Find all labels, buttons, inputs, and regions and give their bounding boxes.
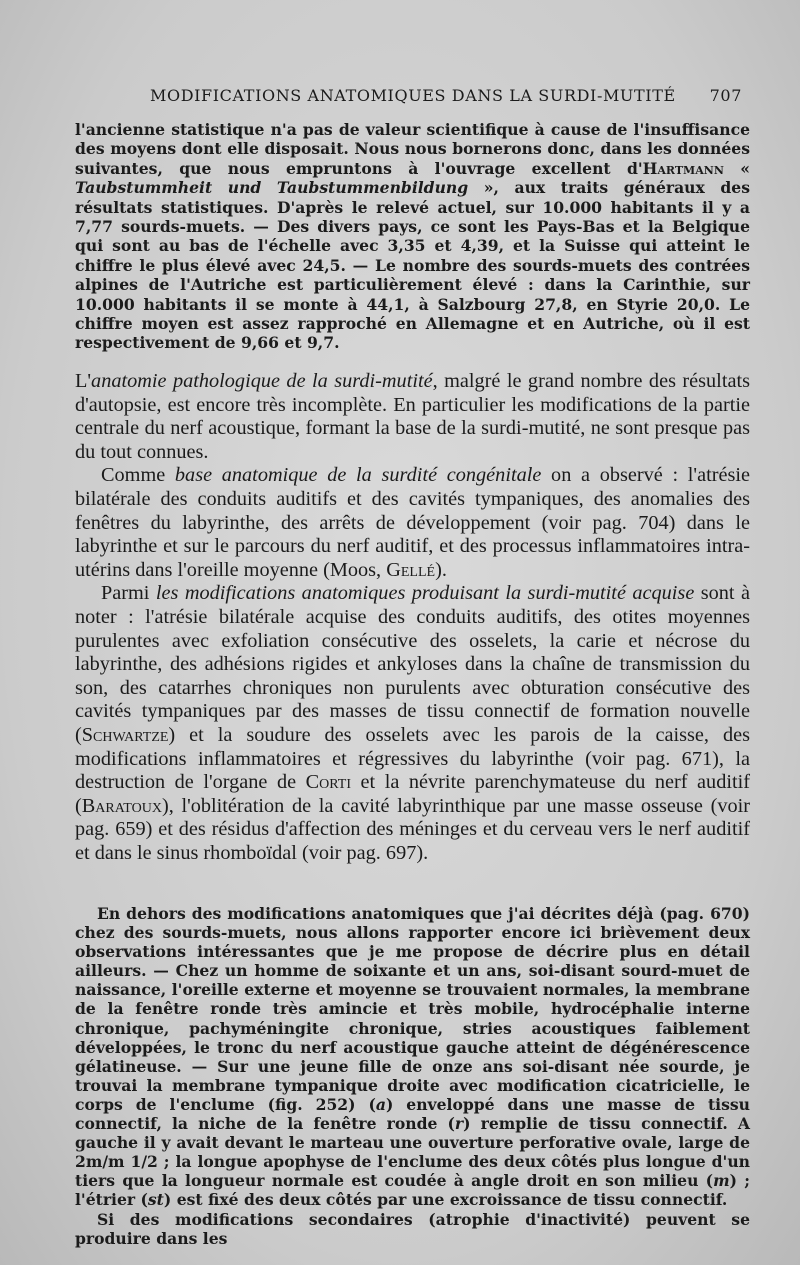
text-run: , malgré le grand nombre des résultats d'autopsie, est encore très incomplète. En particulier les modifications de la partie centrale du nerf acoustique, formant la base de la surdi-mutité, ne sont presque pas du tout connues. bbox=[75, 370, 750, 463]
figure-letter: a bbox=[375, 1094, 386, 1114]
text-run: ) est fixé des deux côtés par une excroissance de tissu connectif. bbox=[163, 1190, 728, 1210]
text-run: », aux traits généraux des résultats statistiques. D'après le relevé actuel, sur 10.000 habitants il y a 7,77 sourds-muets. — Des divers pays, ce sont les Pays-Bas et la Belgique qui sont au bas de l'échelle avec 3,35 et 4,39, et la Suisse qui atteint le chiffre le plus élevé avec 24,5. — Le nombre des sourds-muets des contrées alpines de l'Autriche est particulièrement élevé : dans la Carinthie, sur 10.000 habitants il se monte à 44,1, à Salzbourg 27,8, en Styrie 20,0. Le chiffre moyen est assez rapproché en Allemagne et en Autriche, où il est respectivement de 9,66 et 9,7. bbox=[75, 178, 750, 353]
running-header bbox=[150, 86, 742, 110]
paragraph-acquired bbox=[75, 582, 750, 865]
text-run: on a observé : l'atrésie bilatérale des conduits auditifs et des cavités tympaniques, des anomalies des fenêtres du labyrinthe, des arrêts de développement (voir pag. 704) dans le labyrinthe et sur le parcours du nerf auditif, et des processus inflammatoires intra-utérins dans l'oreille moyenne (Moos, bbox=[75, 464, 750, 581]
page-number: 707 bbox=[709, 86, 742, 105]
text-run: l'ancienne statistique n'a pas de valeur scientifique à cause de l'insuffisance des moyens dont elle disposait. Nous nous bornerons donc, dans les données suivantes, que nous empruntons à l'ouvrage excellent d' bbox=[75, 120, 750, 178]
emphasis: base anatomique de la surdité congénitale bbox=[174, 464, 542, 487]
paragraph-secondary bbox=[75, 1210, 750, 1248]
main-text-block bbox=[75, 370, 750, 865]
text-run: ) enveloppé dans une masse de tissu connectif, la niche de la fenêtre ronde ( bbox=[75, 1094, 750, 1134]
text-run: ), l'oblitération de la cavité labyrinthique par une masse osseuse (voir pag. 659) et des résidus d'affection des méninges et du cerveau vers le nerf auditif et dans le sinus rhomboïdal (voir pag. 697). bbox=[75, 794, 750, 864]
author-name: Corti bbox=[305, 771, 352, 794]
emphasis: les modifications anatomiques produisant la surdi-mutité acquise bbox=[155, 582, 695, 605]
emphasis: anatomie pathologique de la surdi-mutité bbox=[91, 370, 433, 392]
author-name: Baratoux bbox=[81, 794, 162, 817]
text-run: En dehors des modifications anatomiques que j'ai décrites déjà (pag. 670) chez des sourds-muets, nous allons rapporter encore ici brièvement deux observations intéressantes que je me propose de décrire plus en détail ailleurs. — Chez un homme de soixante et un ans, soi-disant sourd-muet de naissance, l'oreille externe et moyenne se trouvaient normales, la membrane de la fenêtre ronde très amincie et très mobile, hydrocéphalie interne chronique, pachyméningite chronique, stries acoustiques faiblement développées, le tronc du nerf acoustique gauche atteint de dégénérescence gélatineuse. — Sur une jeune fille de onze ans soi-disant née sourde, je trouvai la membrane tympanique droite avec modification cicatricielle, le corps de l'enclume (fig. 252) ( bbox=[75, 904, 750, 1114]
text-run: Si des modifications secondaires (atrophie d'inactivité) peuvent se produire dans les bbox=[75, 1209, 750, 1248]
author-name: Hartmann bbox=[642, 158, 724, 178]
author-name: Schwartze bbox=[81, 723, 169, 746]
statistics-paragraph-block bbox=[75, 120, 750, 353]
paragraph-observations bbox=[75, 904, 750, 1210]
figure-letter: r bbox=[454, 1114, 464, 1134]
text-run: Comme bbox=[101, 464, 175, 487]
author-name: Gellé bbox=[386, 558, 436, 581]
paragraph-congenital bbox=[75, 464, 750, 582]
paragraph-statistics bbox=[75, 120, 750, 353]
text-run: ) et la soudure des osselets avec les parois de la caisse, des modifications inflammatoires et régressives du labyrinthe (voir pag. 671), la destruction de l'organe de bbox=[75, 723, 750, 794]
text-run: ) remplie de tissu connectif. A gauche il y avait devant le marteau une ouverture perforative ovale, large de 2m/m 1/2 ; la longue apophyse de l'enclume des deux côtés plus longue d'un tiers que la longueur normale est coudée à angle droit en son milieu ( bbox=[75, 1114, 750, 1191]
observations-block bbox=[75, 904, 750, 1248]
running-title: MODIFICATIONS ANATOMIQUES DANS LA SURDI-MUTITÉ bbox=[150, 86, 676, 105]
text-run: sont à noter : l'atrésie bilatérale acquise des conduits auditifs, des otites moyennes purulentes avec exfoliation consécutive des osselets, la carie et nécrose du labyrinthe, des adhésions rigides et ankyloses dans la chaîne de transmission du son, des catarrhes chroniques non purulents avec obturation consécutive des cavités tympaniques par des masses de tissu connectif de formation nouvelle ( bbox=[75, 582, 750, 746]
text-run: Parmi bbox=[101, 582, 156, 605]
book-title: Taubstummheit und Taubstummenbildung bbox=[75, 178, 469, 198]
paragraph-pathology bbox=[75, 370, 750, 464]
figure-letter: m bbox=[713, 1171, 730, 1191]
text-run: « bbox=[723, 158, 750, 178]
text-run: ). bbox=[435, 558, 447, 581]
text-run: et la névrite parenchymateuse du nerf auditif ( bbox=[75, 771, 750, 817]
figure-letter: st bbox=[147, 1190, 164, 1210]
text-run: ) ; l'étrier ( bbox=[75, 1171, 750, 1210]
text-run: L' bbox=[75, 370, 92, 392]
